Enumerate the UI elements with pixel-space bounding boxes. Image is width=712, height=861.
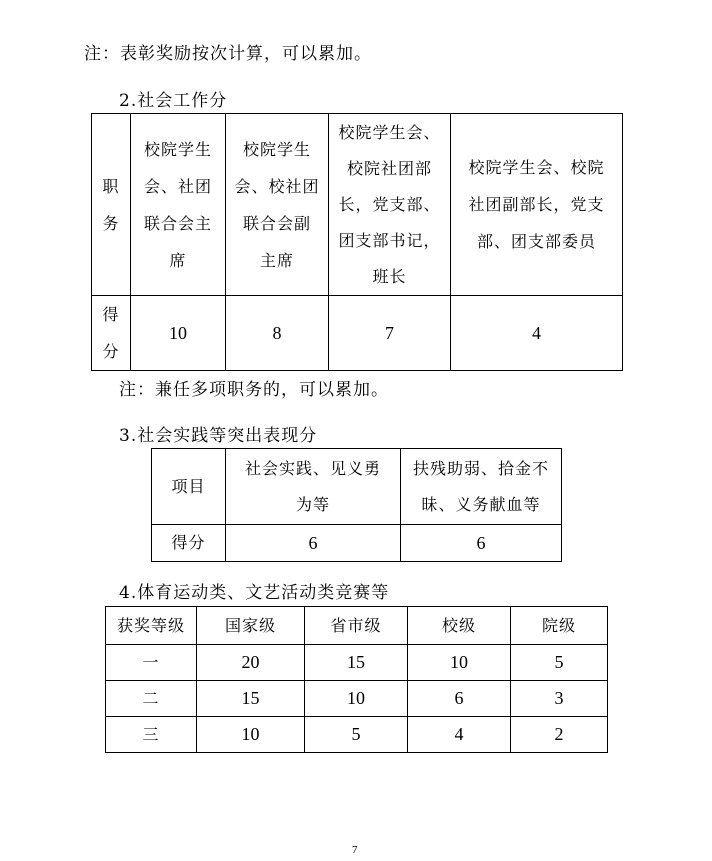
position-cell: 校院学生会、校院 社团副部长，党支 部、团支部委员 — [451, 114, 623, 296]
level-cell: 一 — [106, 645, 197, 681]
score-cell: 15 — [197, 681, 305, 717]
position-header-cell: 职 务 — [92, 114, 131, 296]
column-header: 获奖等级 — [106, 607, 197, 645]
table-row — [152, 525, 562, 562]
item-cell: 社会实践、见义勇 为等 — [226, 449, 401, 525]
section-4-title: 4.体育运动类、文艺活动类竞赛等 — [119, 583, 390, 603]
level-cell: 三 — [106, 717, 197, 753]
table-row — [92, 114, 623, 296]
item-header-cell: 项目 — [152, 449, 226, 525]
column-header: 校级 — [408, 607, 511, 645]
table-row — [106, 645, 608, 681]
note-awards-cumulative: 注：表彰奖励按次计算，可以累加。 — [84, 44, 372, 64]
score-cell: 20 — [197, 645, 305, 681]
score-cell: 4 — [451, 296, 623, 371]
column-header: 省市级 — [305, 607, 408, 645]
position-cell: 校院学生会、 校院社团部 长，党支部、 团支部书记， 班长 — [329, 114, 451, 296]
score-cell: 6 — [401, 525, 562, 562]
score-cell: 10 — [305, 681, 408, 717]
score-cell: 2 — [511, 717, 608, 753]
score-cell: 5 — [511, 645, 608, 681]
note-positions-cumulative: 注：兼任多项职务的，可以累加。 — [119, 380, 389, 400]
social-practice-table — [151, 448, 562, 562]
score-cell: 10 — [197, 717, 305, 753]
social-work-table — [91, 113, 623, 371]
score-cell: 6 — [408, 681, 511, 717]
item-cell: 扶残助弱、拾金不 昧、义务献血等 — [401, 449, 562, 525]
table-row — [152, 449, 562, 525]
column-header: 国家级 — [197, 607, 305, 645]
score-cell: 6 — [226, 525, 401, 562]
page-number: 7 — [352, 844, 358, 856]
score-cell: 7 — [329, 296, 451, 371]
score-header-cell: 得 分 — [92, 296, 131, 371]
competition-table — [105, 606, 608, 753]
position-cell: 校院学生 会、社团 联合会主 席 — [131, 114, 226, 296]
score-cell: 3 — [511, 681, 608, 717]
score-cell: 5 — [305, 717, 408, 753]
score-cell: 10 — [408, 645, 511, 681]
table-header-row — [106, 607, 608, 645]
table-row — [106, 717, 608, 753]
table-row — [106, 681, 608, 717]
table-row — [92, 296, 623, 371]
score-header-cell: 得分 — [152, 525, 226, 562]
section-2-title: 2.社会工作分 — [119, 91, 228, 111]
score-cell: 15 — [305, 645, 408, 681]
column-header: 院级 — [511, 607, 608, 645]
section-3-title: 3.社会实践等突出表现分 — [119, 426, 318, 446]
level-cell: 二 — [106, 681, 197, 717]
position-cell: 校院学生 会、校社团 联合会副 主席 — [226, 114, 329, 296]
score-cell: 4 — [408, 717, 511, 753]
score-cell: 10 — [131, 296, 226, 371]
score-cell: 8 — [226, 296, 329, 371]
